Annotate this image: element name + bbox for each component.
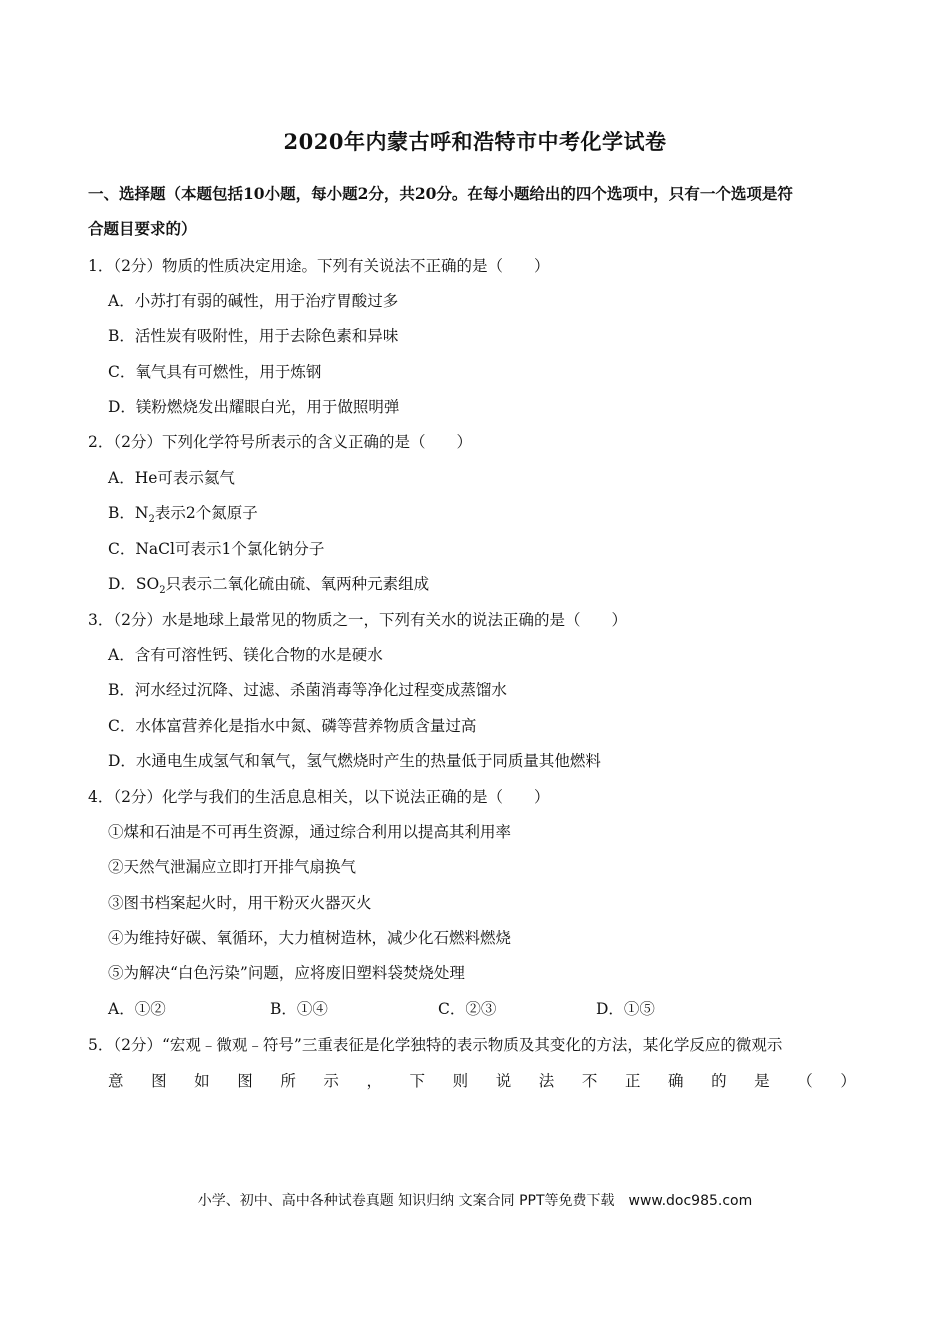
question-3-option-d: D．水通电生成氢气和氧气，氢气燃烧时产生的热量低于同质量其他燃料 xyxy=(108,752,601,770)
q5-char: 法 xyxy=(538,1072,555,1090)
question-2-option-a: A．He可表示氦气 xyxy=(108,469,235,487)
q5-char: 确 xyxy=(668,1072,684,1090)
q5-char: ） xyxy=(840,1072,856,1090)
question-5-stem-line2 xyxy=(108,1069,856,1091)
page-footer: 小学、初中、高中各种试卷真题 知识归纳 文案合同 PPT等免费下载 www.doc985.com xyxy=(197,1193,753,1209)
question-1-option-d: D．镁粉燃烧发出耀眼白光，用于做照明弹 xyxy=(108,398,400,416)
question-4-statement-4: ④为维持好碳、氧循环，大力植树造林，减少化石燃料燃烧 xyxy=(108,929,512,947)
q5-char: 的 xyxy=(711,1072,727,1090)
q5-char: 所 xyxy=(280,1072,296,1090)
question-4-statement-3: ③图书档案起火时，用干粉灭火器灭火 xyxy=(108,894,372,912)
section-heading-line2: 合题目要求的） xyxy=(88,219,197,238)
question-3-stem: 3．（2分）水是地球上最常见的物质之一，下列有关水的说法正确的是（ ） xyxy=(88,611,627,629)
exam-title: 2020年内蒙古呼和浩特市中考化学试卷 xyxy=(283,129,667,154)
subscript: 2 xyxy=(148,514,155,526)
q5-char: （ xyxy=(797,1072,813,1090)
question-4-option-c: C．②③ xyxy=(438,1000,497,1018)
q5-char: 则 xyxy=(452,1072,469,1090)
question-3-option-b: B．河水经过沉降、过滤、杀菌消毒等净化过程变成蒸馏水 xyxy=(108,681,507,699)
q5-char: 图 xyxy=(151,1072,167,1090)
q5-char: 正 xyxy=(624,1072,641,1090)
question-1-option-c: C．氧气具有可燃性，用于炼钢 xyxy=(108,363,322,381)
option-d-prefix: D．SO xyxy=(108,575,160,593)
question-4-option-b: B．①④ xyxy=(270,1000,328,1018)
question-3-option-a: A．含有可溶性钙、镁化合物的水是硬水 xyxy=(108,646,383,664)
question-4-statement-2: ②天然气泄漏应立即打开排气扇换气 xyxy=(108,858,357,876)
q5-char: 说 xyxy=(495,1072,512,1090)
q5-char: 下 xyxy=(409,1072,426,1090)
question-4-option-a: A．①② xyxy=(108,1000,166,1018)
option-b-prefix: B．N xyxy=(108,504,149,522)
question-4-statement-1: ①煤和石油是不可再生资源，通过综合利用以提高其利用率 xyxy=(108,823,512,841)
question-4-option-d: D．①⑤ xyxy=(596,1000,655,1018)
question-2-stem: 2．（2分）下列化学符号所表示的含义正确的是（ ） xyxy=(88,433,472,451)
question-2-option-d xyxy=(108,572,429,596)
q5-char: 图 xyxy=(237,1072,253,1090)
question-4-options xyxy=(108,997,708,1019)
question-5-stem: 5．（2分）“宏观﹣微观﹣符号”三重表征是化学独特的表示物质及其变化的方法，某化学反应的微观示 xyxy=(88,1036,783,1054)
section-heading xyxy=(88,176,866,246)
question-4-stem: 4．（2分）化学与我们的生活息息相关，以下说法正确的是（ ） xyxy=(88,788,550,806)
question-2-option-b xyxy=(108,501,258,525)
question-1-option-b: B．活性炭有吸附性，用于去除色素和异味 xyxy=(108,327,399,345)
q5-char: 意 xyxy=(108,1072,124,1090)
question-1-stem: 1．（2分）物质的性质决定用途。下列有关说法不正确的是（ ） xyxy=(88,257,550,275)
question-1-option-a: A．小苏打有弱的碱性，用于治疗胃酸过多 xyxy=(108,292,399,310)
q5-char: 示 xyxy=(323,1072,339,1090)
question-3-option-c: C．水体富营养化是指水中氮、磷等营养物质含量过高 xyxy=(108,717,477,735)
option-b-suffix: 表示2个氮原子 xyxy=(154,504,258,522)
option-d-suffix: 只表示二氧化硫由硫、氧两种元素组成 xyxy=(165,575,430,593)
q5-char: ， xyxy=(366,1072,382,1090)
q5-char: 如 xyxy=(194,1072,210,1090)
subscript: 2 xyxy=(159,585,166,597)
section-heading-line1: 一、选择题（本题包括10小题，每小题2分，共20分。在每小题给出的四个选项中，只有一个选项是符 xyxy=(88,184,793,203)
question-2-option-c: C．NaCl可表示1个氯化钠分子 xyxy=(108,540,325,558)
q5-char: 不 xyxy=(581,1072,598,1090)
question-4-statement-5: ⑤为解决“白色污染”问题，应将废旧塑料袋焚烧处理 xyxy=(108,964,465,982)
q5-char: 是 xyxy=(754,1072,770,1090)
